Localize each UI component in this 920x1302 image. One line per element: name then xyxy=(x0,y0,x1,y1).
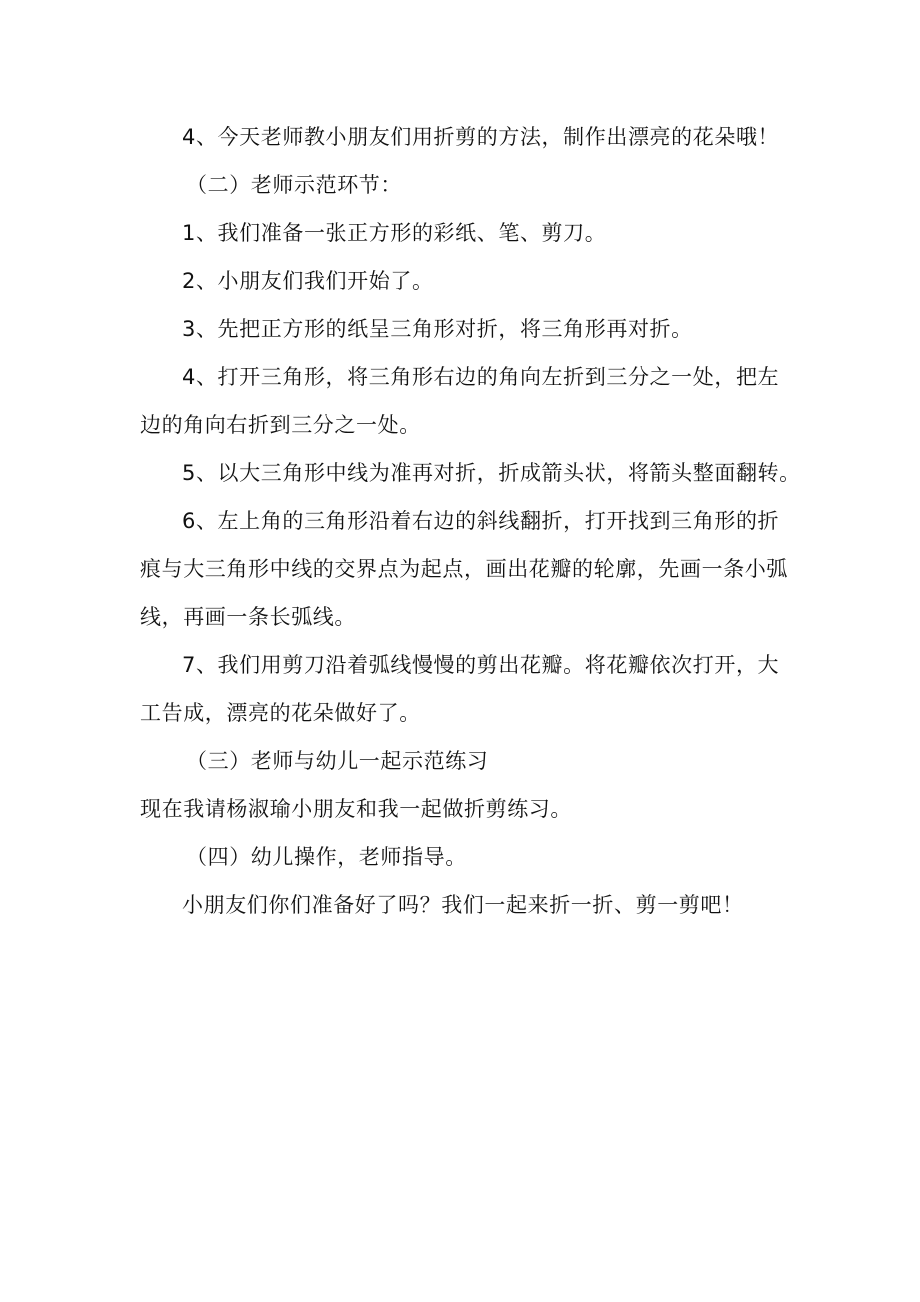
paragraph-line: 痕与大三角形中线的交界点为起点，画出花瓣的轮廓，先画一条小弧 xyxy=(140,557,788,581)
paragraph-line: 1、我们准备一张正方形的彩纸、笔、剪刀。 xyxy=(182,221,607,245)
paragraph-line: 4、今天老师教小朋友们用折剪的方法，制作出漂亮的花朵哦！ xyxy=(182,125,780,149)
section-heading: （二）老师示范环节： xyxy=(186,173,402,197)
section-heading: （三）老师与幼儿一起示范练习 xyxy=(186,749,489,773)
paragraph-line: 现在我请杨淑瑜小朋友和我一起做折剪练习。 xyxy=(140,797,572,821)
paragraph-line: 4、打开三角形，将三角形右边的角向左折到三分之一处，把左 xyxy=(182,365,780,389)
paragraph-line: 2、小朋友们我们开始了。 xyxy=(182,269,434,293)
paragraph-line: 5、以大三角形中线为准再对折，折成箭头状，将箭头整面翻转。 xyxy=(182,461,801,485)
paragraph-line: 7、我们用剪刀沿着弧线慢慢的剪出花瓣。将花瓣依次打开，大 xyxy=(182,653,780,677)
paragraph-line: 6、左上角的三角形沿着右边的斜线翻折，打开找到三角形的折 xyxy=(182,509,780,533)
paragraph-line: 3、先把正方形的纸呈三角形对折，将三角形再对折。 xyxy=(182,317,693,341)
paragraph-line: 小朋友们你们准备好了吗？我们一起来折一折、剪一剪吧！ xyxy=(182,893,744,917)
paragraph-line: 线，再画一条长弧线。 xyxy=(140,605,356,629)
paragraph-line: 工告成，漂亮的花朵做好了。 xyxy=(140,701,421,725)
section-heading: （四）幼儿操作，老师指导。 xyxy=(186,845,467,869)
paragraph-line: 边的角向右折到三分之一处。 xyxy=(140,413,421,437)
